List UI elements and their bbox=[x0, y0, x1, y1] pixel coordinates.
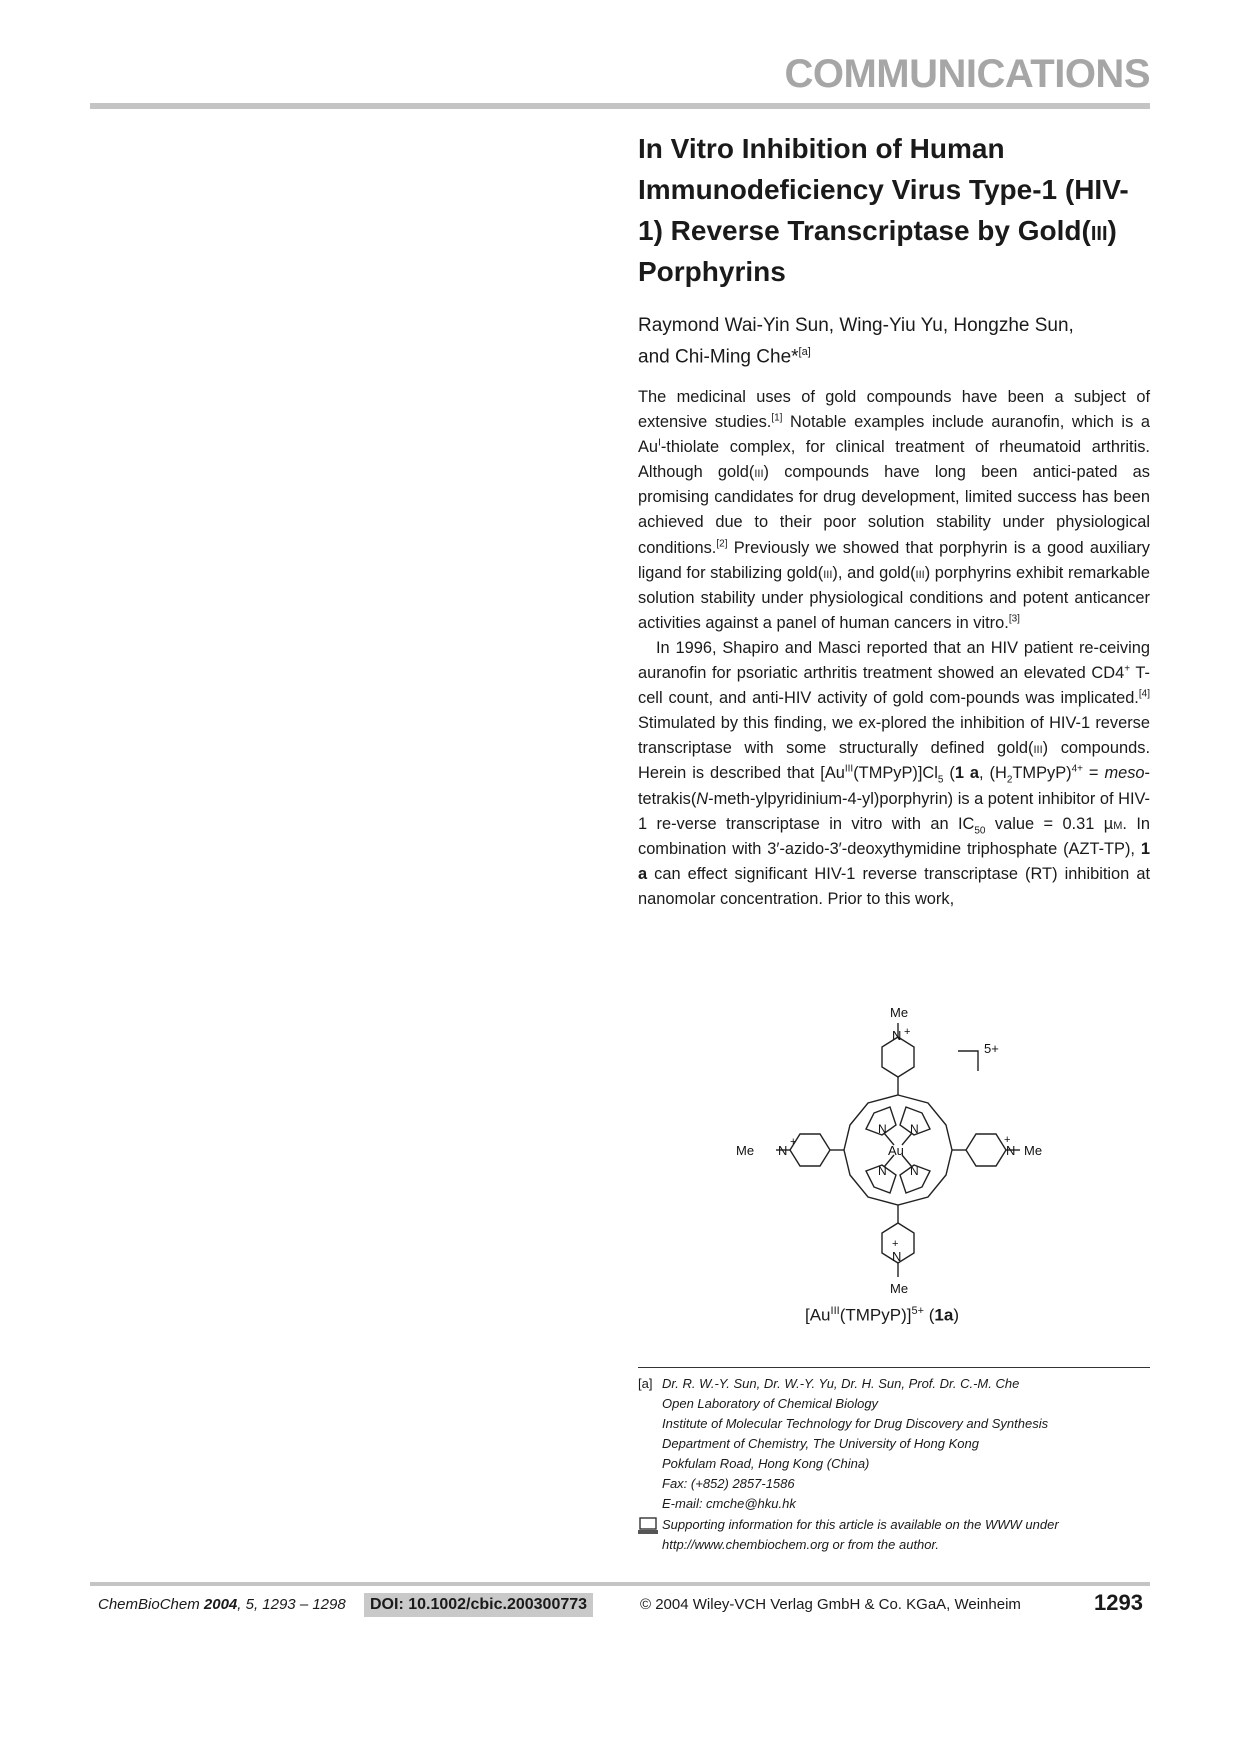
affiliation-footnote bbox=[638, 1374, 1150, 1514]
charge-plus: + bbox=[790, 1136, 797, 1148]
article-title bbox=[638, 128, 1150, 292]
methyl-label-left: Me bbox=[736, 1143, 755, 1158]
nitrogen-label: N bbox=[892, 1028, 902, 1043]
journal-citation: ChemBioChem 2004, 5, 1293 – 1298 bbox=[98, 1596, 346, 1613]
nitrogen-label: N bbox=[892, 1249, 902, 1264]
charge-plus: + bbox=[892, 1238, 899, 1250]
charge-plus: + bbox=[1004, 1134, 1011, 1146]
title-line: In Vitro Inhibition of Human bbox=[638, 133, 1005, 164]
footer-rule bbox=[90, 1582, 1150, 1586]
email-link[interactable]: E-mail: cmche@hku.hk bbox=[662, 1496, 796, 1511]
footnote-rule bbox=[638, 1367, 1150, 1368]
supporting-line: Supporting information for this article is available on the WWW under bbox=[662, 1517, 1059, 1532]
footnote-line: Open Laboratory of Chemical Biology bbox=[662, 1396, 879, 1411]
footnote-line: Pokfulam Road, Hong Kong (China) bbox=[662, 1456, 870, 1471]
page-number: 1293 bbox=[1094, 1590, 1143, 1615]
nitrogen-label: N bbox=[778, 1143, 788, 1158]
affiliation-mark: [a] bbox=[798, 346, 811, 358]
nitrogen-label: N bbox=[878, 1122, 887, 1136]
title-line: Immunodeficiency Virus Type-1 (HIV- bbox=[638, 174, 1129, 205]
authors-line-2: and Chi-Ming Che*[a] bbox=[638, 346, 811, 368]
citation-ref[interactable]: [3] bbox=[1008, 613, 1020, 625]
footnote-mark: [a] bbox=[638, 1376, 653, 1391]
nitrogen-label: N bbox=[878, 1164, 887, 1178]
methyl-label-top: Me bbox=[890, 1005, 909, 1020]
title-line: 1) Reverse Transcriptase by Gold(iii) bbox=[638, 215, 1117, 246]
supporting-info-note bbox=[638, 1515, 1150, 1555]
porphyrin-structure-diagram bbox=[728, 995, 1068, 1345]
metal-center-label: Au bbox=[888, 1143, 904, 1158]
doi-badge[interactable]: DOI: 10.1002/cbic.200300773 bbox=[364, 1593, 593, 1617]
copyright-notice: © 2004 Wiley-VCH Verlag GmbH & Co. KGaA, Weinheim bbox=[640, 1596, 1021, 1613]
paragraph-2: In 1996, Shapiro and Masci reported that an HIV patient re-ceiving auranofin for psoriatic arthritis treatment showed an elevated CD4+ T-cell count, and anti-HIV activity of gold com-pounds was implicated.[4] Stimulated by this finding, we ex-plored the inhibition of HIV-1 reverse transcriptase with some structurally defined gold(iii) compounds. Herein is described that $[Au^{III}(TMPyP)]Cl_5$ (1 a, $(H_2TMPyP)^{4+}$ = meso-tetrakis(N-meth-ylpyridinium-4-yl)porphyrin) is a potent inhibitor of HIV-1 re-verse transcriptase in vitro with an $IC_{50}$ value = 0.31 µm. In combination with 3′-azido-3′-deoxythymidine triphosphate (AZT-TP), 1 a can effect significant HIV-1 reverse transcriptase (RT) inhibition at nanomolar concentration. Prior to this work, bbox=[638, 638, 1151, 908]
overall-charge: 5+ bbox=[984, 1041, 999, 1056]
figure-caption: $[Au^{III}(TMPyP)]^{5+}$ (1a) bbox=[805, 1305, 960, 1325]
article-body bbox=[638, 385, 1150, 912]
header-rule bbox=[90, 103, 1150, 109]
paragraph-1: The medicinal uses of gold compounds have been a subject of extensive studies.[1] Notable examples include auranofin, which is a $Au^I$-thiolate complex, for clinical treatment of rheumatoid arthritis. Although gold(iii) compounds have long been antici-pated as promising candidates for drug development, limited success has been achieved due to their poor solution stability under physiological conditions.[2] Previously we showed that porphyrin is a good auxiliary ligand for stabilizing gold(iii), and gold(iii) porphyrins exhibit remarkable solution stability under physiological conditions and potent anticancer activities against a panel of human cancers in vitro.[3] bbox=[638, 388, 1150, 632]
citation-ref[interactable]: [1] bbox=[771, 412, 783, 424]
author-list bbox=[638, 313, 1150, 370]
footnote-line: Institute of Molecular Technology for Drug Discovery and Synthesis bbox=[662, 1416, 1049, 1431]
methyl-label-right: Me bbox=[1024, 1143, 1043, 1158]
footnote-line: Dr. R. W.-Y. Sun, Dr. W.-Y. Yu, Dr. H. Sun, Prof. Dr. C.-M. Che bbox=[662, 1376, 1020, 1391]
citation-ref[interactable]: [4] bbox=[1138, 688, 1150, 700]
authors-line-1: Raymond Wai-Yin Sun, Wing-Yiu Yu, Hongzhe Sun, bbox=[638, 315, 1074, 336]
citation-ref[interactable]: [2] bbox=[716, 538, 728, 550]
footnote-line: Department of Chemistry, The University of Hong Kong bbox=[662, 1436, 979, 1451]
charge-plus: + bbox=[904, 1026, 911, 1038]
chemical-structure-figure bbox=[728, 995, 1068, 1345]
supporting-link[interactable]: http://www.chembiochem.org or from the author. bbox=[662, 1537, 939, 1552]
computer-icon bbox=[638, 1517, 658, 1535]
footnote-line: Fax: (+852) 2857-1586 bbox=[662, 1476, 795, 1491]
nitrogen-label: N bbox=[910, 1164, 919, 1178]
methyl-label-bottom: Me bbox=[890, 1281, 909, 1296]
title-line: Porphyrins bbox=[638, 256, 786, 287]
section-header: COMMUNICATIONS bbox=[784, 52, 1150, 96]
nitrogen-label: N bbox=[1006, 1143, 1016, 1158]
nitrogen-label: N bbox=[910, 1122, 919, 1136]
